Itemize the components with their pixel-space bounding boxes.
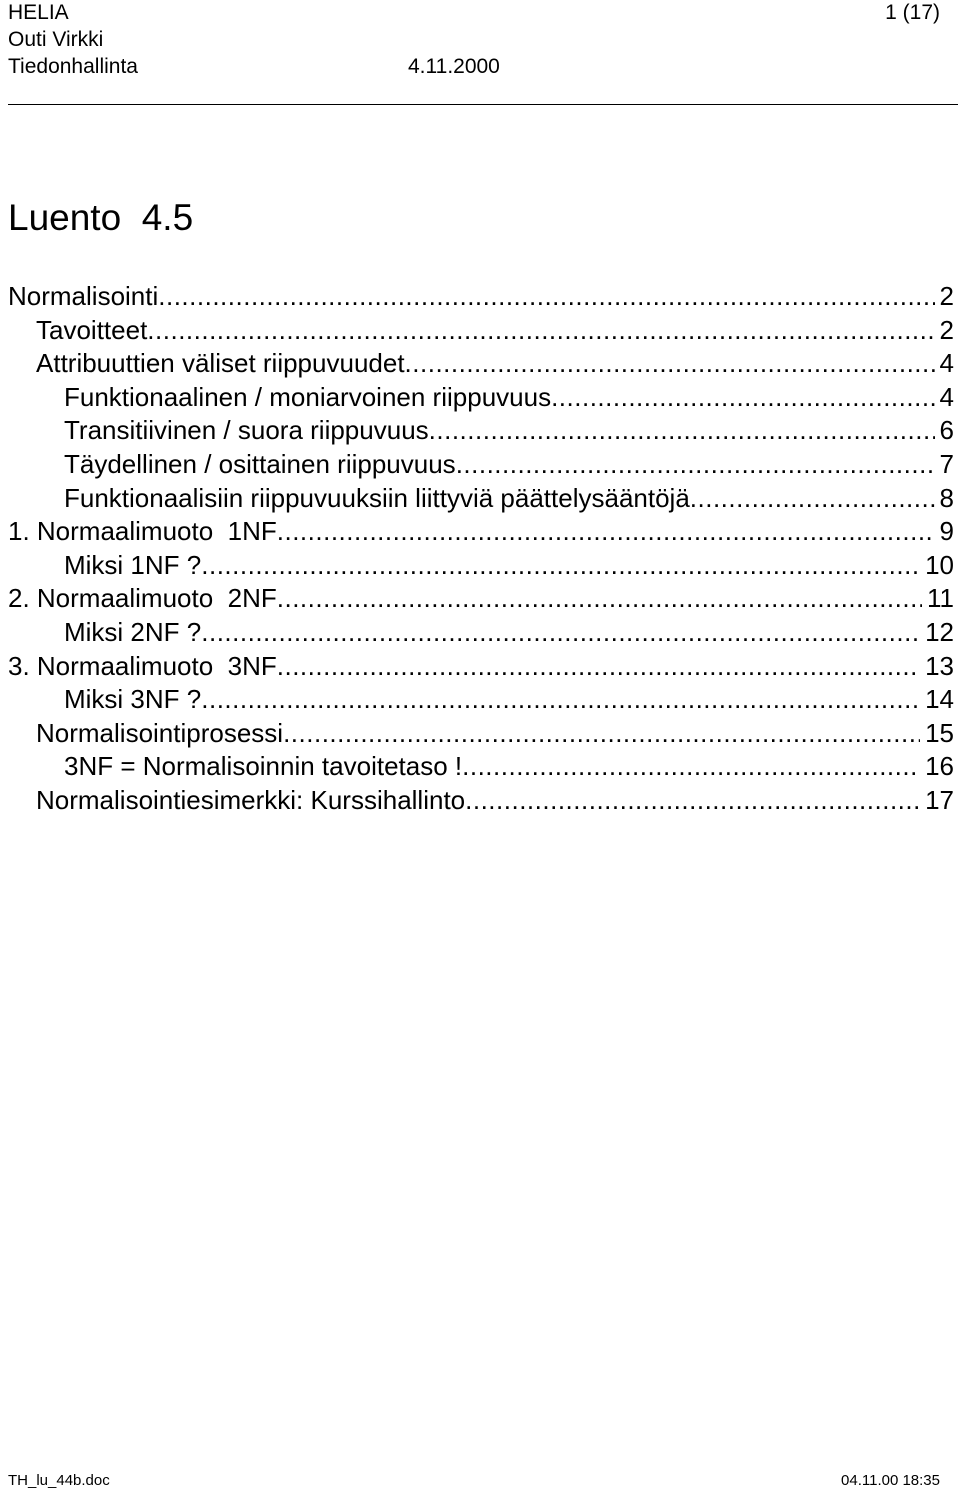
toc-entry-text: Funktionaalisiin riippuvuuksiin liittyviä päättelysääntöjä: [64, 482, 690, 513]
toc-dot-leader: [456, 448, 935, 482]
toc-entry[interactable]: [0, 448, 960, 482]
toc-page-number: 4: [939, 381, 954, 412]
toc-page-number: 14: [925, 684, 954, 715]
toc-page-number: 10: [925, 549, 954, 580]
toc-entry-text: 3NF = Normalisoinnin tavoitetaso !: [64, 751, 463, 782]
toc-page-number: 7: [939, 448, 954, 479]
toc-dot-leader: [277, 650, 920, 684]
toc-page-number: 13: [925, 650, 954, 681]
toc-entry-text: Attribuuttien väliset riippuvuudet: [36, 348, 405, 379]
toc-entry[interactable]: [0, 582, 960, 616]
toc-entry[interactable]: [0, 784, 960, 818]
toc-entry-text: 1. Normaalimuoto 1NF: [8, 516, 277, 547]
toc-dot-leader: [462, 750, 920, 784]
header-course: Tiedonhallinta: [8, 55, 138, 78]
toc-dot-leader: [690, 482, 935, 516]
toc-entry-text: Miksi 3NF ?: [64, 684, 202, 715]
toc-page-number: 2: [939, 281, 954, 311]
toc-page-number: 15: [925, 717, 954, 748]
toc-dot-leader: [405, 347, 935, 381]
toc-dot-leader: [277, 582, 922, 616]
toc-page-number: 16: [925, 751, 954, 782]
toc-entry-text: Normalisointi: [8, 281, 159, 311]
toc-entry[interactable]: [0, 314, 960, 348]
toc-entry-text: 2. Normaalimuoto 2NF: [8, 583, 277, 614]
document-title: Luento 4.5: [8, 197, 194, 238]
footer-timestamp: 04.11.00 18:35: [841, 1472, 940, 1489]
toc-entry[interactable]: [0, 414, 960, 448]
header-date: 4.11.2000: [408, 55, 500, 78]
toc-dot-leader: [201, 616, 920, 650]
toc-entry[interactable]: [0, 549, 960, 583]
toc-entry-text: Tavoitteet: [36, 314, 148, 345]
toc-dot-leader: [201, 549, 920, 583]
toc-entry[interactable]: [0, 515, 960, 549]
toc-dot-leader: [283, 717, 920, 751]
footer-filename: TH_lu_44b.doc: [8, 1472, 110, 1489]
toc-page-number: 11: [927, 583, 954, 614]
toc-dot-leader: [465, 784, 920, 818]
toc-dot-leader: [147, 314, 934, 348]
toc-page-number: 8: [939, 482, 954, 513]
toc-dot-leader: [158, 280, 934, 314]
header-organization: HELIA: [8, 1, 69, 24]
toc-entry-text: Miksi 1NF ?: [64, 549, 202, 580]
toc-entry-text: 3. Normaalimuoto 3NF: [8, 650, 277, 681]
header-divider: [8, 104, 958, 105]
header-page-indicator: 1 (17): [885, 1, 940, 24]
toc-entry-text: Normalisointiprosessi: [36, 717, 284, 748]
toc-entry-text: Normalisointiesimerkki: Kurssihallinto: [36, 784, 466, 815]
toc-entry-text: Täydellinen / osittainen riippuvuus: [64, 448, 456, 479]
toc-dot-leader: [551, 381, 934, 415]
toc-page-number: 12: [925, 616, 954, 647]
toc-entry-text: Miksi 2NF ?: [64, 616, 202, 647]
toc-dot-leader: [429, 414, 935, 448]
toc-entry[interactable]: [0, 347, 960, 381]
toc-entry-text: Funktionaalinen / moniarvoinen riippuvuus: [64, 381, 552, 412]
toc-entry[interactable]: [0, 381, 960, 415]
toc-entry[interactable]: [0, 650, 960, 684]
toc-page-number: 6: [939, 415, 954, 446]
toc-page-number: 4: [939, 348, 954, 379]
toc-entry[interactable]: [0, 750, 960, 784]
toc-page-number: 9: [939, 516, 954, 547]
header-author: Outi Virkki: [8, 28, 104, 51]
toc-entry[interactable]: [0, 280, 960, 314]
toc-dot-leader: [277, 515, 935, 549]
toc-entry[interactable]: [0, 616, 960, 650]
toc-entry-text: Transitiivinen / suora riippuvuus: [64, 415, 429, 446]
toc-page-number: 2: [939, 314, 954, 345]
toc-entry[interactable]: [0, 683, 960, 717]
toc-entry[interactable]: [0, 717, 960, 751]
toc-entry[interactable]: [0, 482, 960, 516]
toc-page-number: 17: [925, 784, 954, 815]
table-of-contents: [0, 280, 960, 818]
toc-dot-leader: [201, 683, 920, 717]
